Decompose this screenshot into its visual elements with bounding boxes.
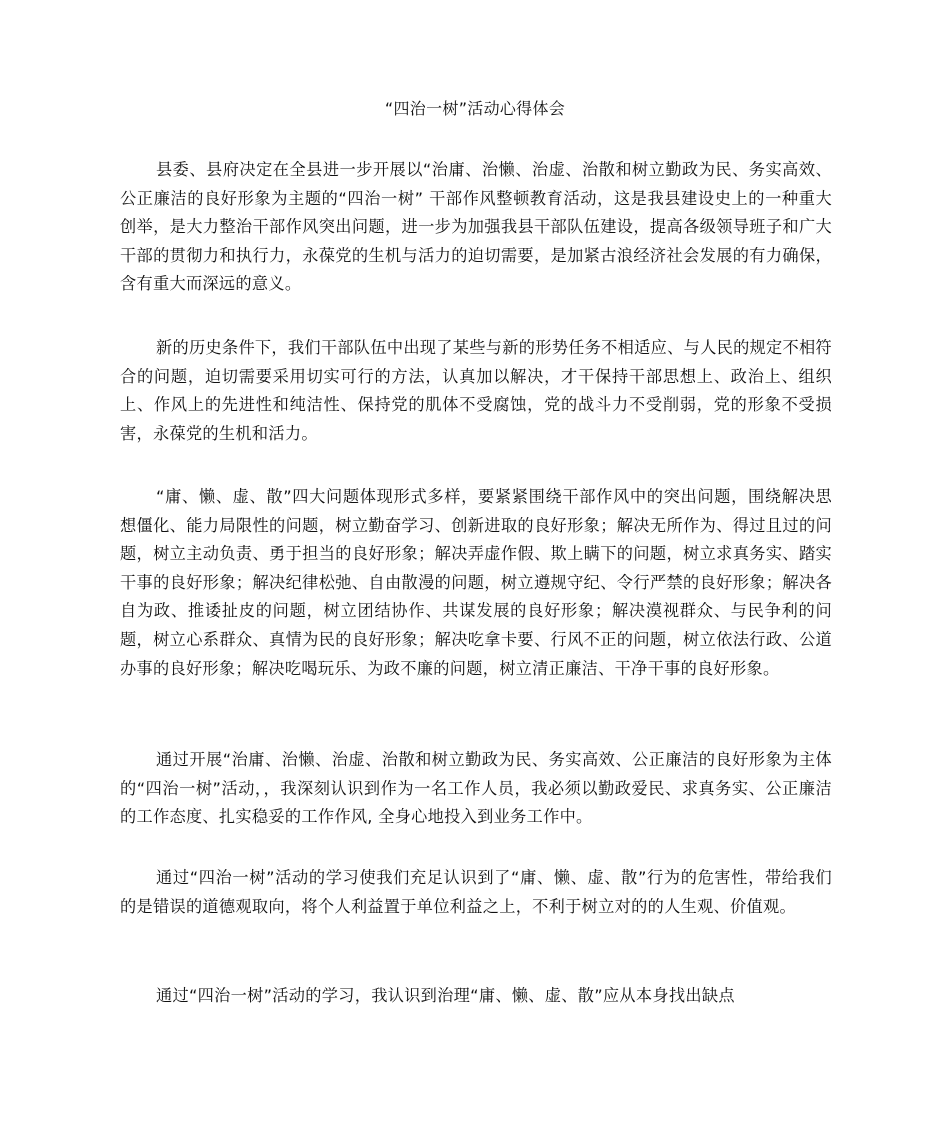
paragraph-5: 通过“四治一树”活动的学习使我们充足认识到了“庸、懒、虚、散”行为的危害性，带给我们的是错误的道德观取向，将个人利益置于单位利益之上，不利于树立对的的人生观、价值观。 — [120, 868, 832, 916]
paragraph-4: 通过开展“治庸、治懒、治虚、治散和树立勤政为民、务实高效、公正廉洁的良好形象为主体的“四治一树”活动，，我深刻认识到作为一名工作人员，我必须以勤政爱民、求真务实、公正廉洁的工作态度、扎实稳妥的工作作风, 全身心地投入到业务工作中。 — [120, 750, 832, 827]
paragraph-6: 通过“四治一树”活动的学习，我认识到治理“庸、懒、虚、散”应从本身找出缺点 — [156, 986, 735, 1005]
document-title: “四治一树”活动心得体会 — [384, 99, 566, 118]
paragraph-3: “庸、懒、虚、散”四大问题体现形式多样，要紧紧围绕干部作风中的突出问题，围绕解决思想僵化、能力局限性的问题，树立勤奋学习、创新进取的良好形象；解决无所作为、得过且过的问题，树立主动负责、勇于担当的良好形象；解决弄虚作假、欺上瞒下的问题，树立求真务实、踏实干事的良好形象；解决纪律松弛、自由散漫的问题，树立遵规守纪、令行严禁的良好形象；解决各自为政、推诿扯皮的问题，树立团结协作、共谋发展的良好形象；解决漠视群众、与民争利的问题，树立心系群众、真情为民的良好形象；解决吃拿卡要、行风不正的问题，树立依法行政、公道办事的良好形象；解决吃喝玩乐、为政不廉的问题，树立清正廉洁、干净干事的良好形象。 — [120, 487, 832, 678]
paragraph-1: 县委、县府决定在全县进一步开展以“治庸、治懒、治虚、治散和树立勤政为民、务实高效、公正廉洁的良好形象为主题的“四治一树” 干部作风整顿教育活动，这是我县建设史上的一种重大创举，是大力整治干部作风突出问题，进一步为加强我县干部队伍建设，提高各级领导班子和广大干部的贯彻力和执行力，永葆党的生机与活力的迫切需要，是加紧古浪经济社会发展的有力确保，含有重大而深远的意义。 — [120, 160, 832, 294]
paragraph-2: 新的历史条件下，我们干部队伍中出现了某些与新的形势任务不相适应、与人民的规定不相符合的问题，迫切需要采用切实可行的方法，认真加以解决，才干保持干部思想上、政治上、组织上、作风上的先进性和纯洁性、保持党的肌体不受腐蚀，党的战斗力不受削弱，党的形象不受损害，永葆党的生机和活力。 — [120, 338, 832, 443]
